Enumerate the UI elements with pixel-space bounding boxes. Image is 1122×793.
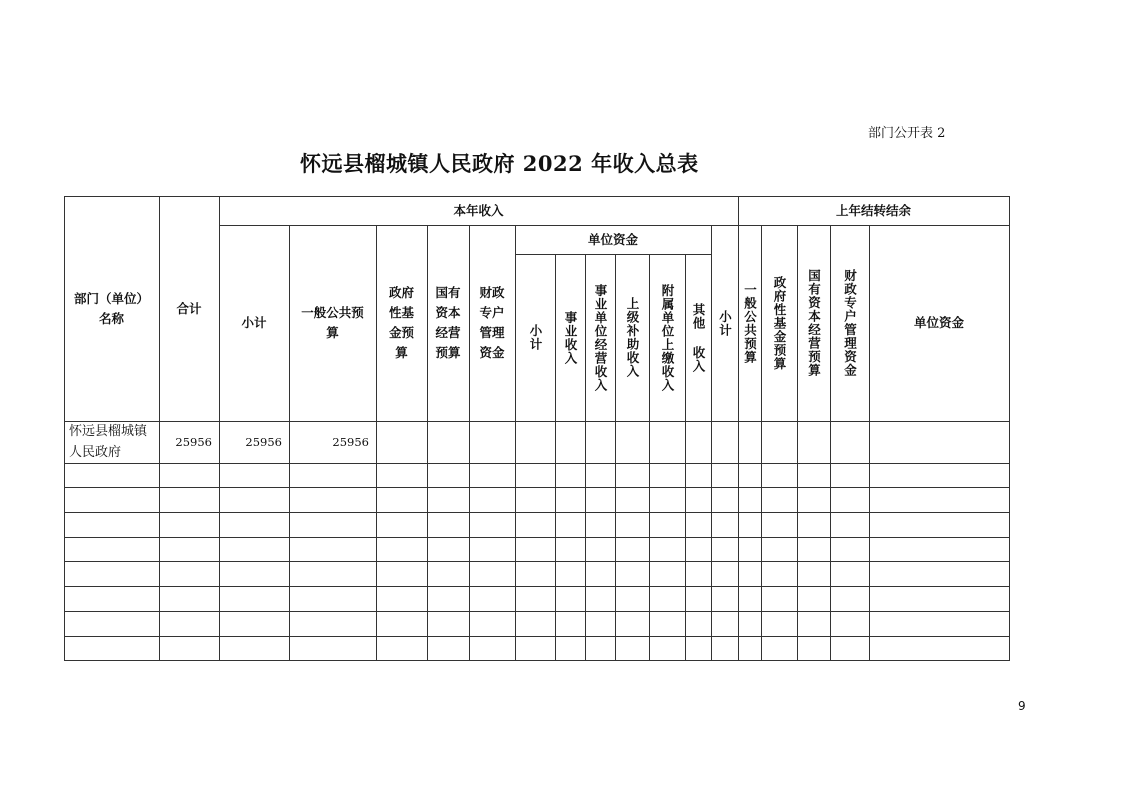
header-co-gov-fund: 政府性基金预算 (772, 275, 787, 371)
header-uf-business-op: 事业单位经营收入 (593, 283, 608, 392)
header-general-budget: 一般公共预 算 (301, 305, 364, 340)
table-row-subtotal: 25956 (245, 435, 282, 449)
header-co-general: 一般公共预算 (742, 282, 758, 364)
header-uf-total-subtotal: 小计 (717, 309, 733, 337)
header-uf-business: 事业收入 (563, 310, 578, 365)
header-fiscal-special: 财政 专户 管理 资金 (479, 285, 505, 360)
header-total: 合计 (176, 300, 202, 316)
table-row-general-budget: 25956 (332, 435, 369, 449)
header-uf-other: 其他 收入 (691, 302, 706, 373)
header-carryover: 上年结转结余 (835, 202, 911, 218)
header-state-capital: 国有 资本 经营 预算 (435, 285, 461, 360)
form-label: 部门公开表 2 (868, 126, 946, 141)
page-number: 9 (1018, 699, 1026, 713)
income-table (64, 196, 1010, 661)
header-current-year: 本年收入 (453, 202, 504, 218)
page-title: 怀远县榴城镇人民政府 2022 年收入总表 (300, 151, 699, 176)
header-gov-fund: 政府 性基 金预 算 (388, 285, 414, 360)
header-co-unit-funds: 单位资金 (913, 315, 964, 330)
header-uf-affiliated: 附属单位上缴收入 (660, 283, 675, 392)
header-co-state-capital: 国有资本经营预算 (806, 269, 822, 377)
header-uf-subtotal: 小计 (528, 324, 543, 351)
header-unit-funds: 单位资金 (587, 231, 638, 247)
table-row-name: 怀远县榴城镇人民政府 (69, 424, 148, 460)
header-uf-upper-subsidy: 上级补助收入 (625, 297, 640, 378)
table-row-total: 25956 (175, 435, 212, 449)
header-subtotal: 小计 (241, 315, 267, 330)
header-co-fiscal-special: 财政专户管理资金 (842, 269, 858, 377)
header-dept: 部门（单位） 名称 (73, 290, 149, 326)
